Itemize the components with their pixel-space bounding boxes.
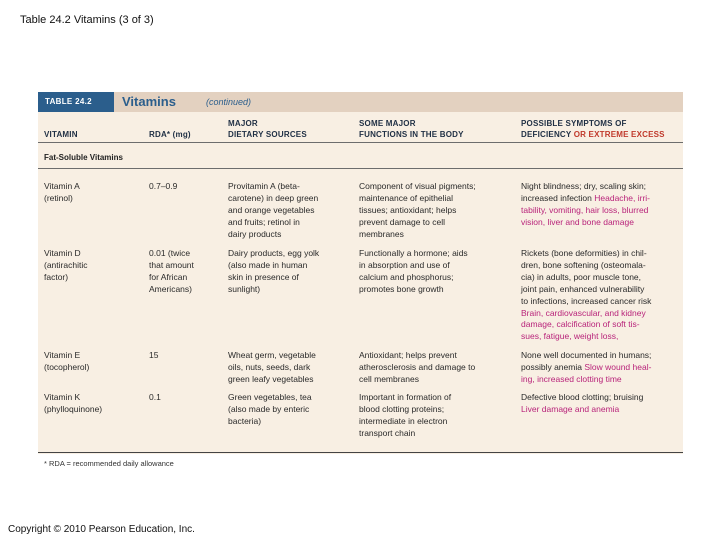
- table-number-label: TABLE 24.2: [38, 92, 114, 112]
- col-header-vitamin: VITAMIN: [44, 130, 78, 139]
- row-k-deficiency: Defective blood clotting; bruising: [521, 392, 644, 402]
- row-e-vitamin: Vitamin E (tocopherol): [44, 350, 90, 372]
- col-header-sources: [228, 118, 307, 140]
- slide-title: Table 24.2 Vitamins (3 of 3): [20, 14, 154, 26]
- section-fat-soluble: Fat-Soluble Vitamins: [44, 153, 123, 162]
- row-d-symptoms: [521, 248, 651, 343]
- col-header-symptoms-line1: POSSIBLE SYMPTOMS OF: [521, 119, 627, 128]
- row-a-vitamin: Vitamin A (retinol): [44, 181, 80, 203]
- table-name: Vitamins: [122, 94, 176, 109]
- row-a-deficiency: Night blindness; dry, scaling skin; increased infection: [521, 181, 647, 203]
- row-a-symptoms: [521, 181, 650, 229]
- row-e-functions: Antioxidant; helps prevent atherosclerosis and damage to cell membranes: [359, 350, 476, 384]
- row-d-rda: 0.01 (twice that amount for African Americans): [149, 248, 194, 294]
- row-k-sources: Green vegetables, tea (also made by enteric bacteria): [228, 392, 312, 426]
- vitamins-table: [38, 92, 683, 454]
- col-header-rda: RDA* (mg): [149, 130, 191, 139]
- row-d-deficiency: Rickets (bone deformities) in chil- dren, bone softening (osteomala- cia) in adults, poor muscle tone, joint pain, enhanced vulnerability to infections, increased cancer risk: [521, 248, 652, 306]
- row-e-deficiency: None well documented in humans; possibly anemia: [521, 350, 652, 372]
- row-a-excess: Headache, irri- tability, vomiting, hair loss, blurred vision, liver and bone damage: [521, 192, 650, 227]
- row-e-excess: Slow wound heal- ing, increased clotting time: [521, 361, 652, 384]
- col-header-symptoms: [521, 118, 665, 140]
- row-a-functions: Component of visual pigments; maintenance of epithelial tissues; antioxidant; helps prevent damage to cell membranes: [359, 181, 476, 239]
- row-k-excess: Liver damage and anemia: [521, 403, 620, 414]
- row-d-functions: Functionally a hormone; aids in absorption and use of calcium and phosphorus; promotes bone growth: [359, 248, 468, 294]
- row-k-functions: Important in formation of blood clotting proteins; intermediate in electron transport chain: [359, 392, 452, 438]
- row-e-rda: 15: [149, 350, 159, 360]
- row-k-vitamin: Vitamin K (phylloquinone): [44, 392, 103, 414]
- row-k-rda: 0.1: [149, 392, 161, 402]
- row-d-excess: Brain, cardiovascular, and kidney damage, calcification of soft tis- sues, fatigue, weight loss,: [521, 307, 646, 342]
- row-d-sources: Dairy products, egg yolk (also made in human skin in presence of sunlight): [228, 248, 320, 294]
- section-divider: [38, 168, 683, 169]
- row-a-rda: 0.7–0.9: [149, 181, 178, 191]
- col-header-functions-line1: SOME MAJOR: [359, 119, 416, 128]
- row-d-vitamin: Vitamin D (antirachitic factor): [44, 248, 88, 282]
- table-footnote: * RDA = recommended daily allowance: [44, 459, 174, 468]
- copyright-notice: Copyright © 2010 Pearson Education, Inc.: [8, 524, 195, 535]
- table-header-bar: [38, 92, 683, 112]
- col-header-functions-line2: FUNCTIONS IN THE BODY: [359, 130, 464, 139]
- header-divider: [38, 142, 683, 143]
- col-header-excess: OR EXTREME EXCESS: [573, 130, 665, 139]
- col-header-deficiency: DEFICIENCY: [521, 130, 574, 139]
- bottom-divider: [38, 452, 683, 453]
- col-header-symptoms-line2: [521, 129, 665, 140]
- row-e-symptoms: [521, 350, 651, 386]
- row-a-sources: Provitamin A (beta- carotene) in deep green and orange vegetables and fruits; retinol in dairy products: [228, 181, 319, 239]
- row-e-sources: Wheat germ, vegetable oils, nuts, seeds, dark green leafy vegetables: [228, 350, 316, 384]
- col-header-functions: [359, 118, 464, 140]
- col-header-sources-line1: MAJOR: [228, 119, 258, 128]
- col-header-sources-line2: DIETARY SOURCES: [228, 130, 307, 139]
- row-k-symptoms: [521, 392, 643, 416]
- table-continued-note: (continued): [206, 97, 252, 107]
